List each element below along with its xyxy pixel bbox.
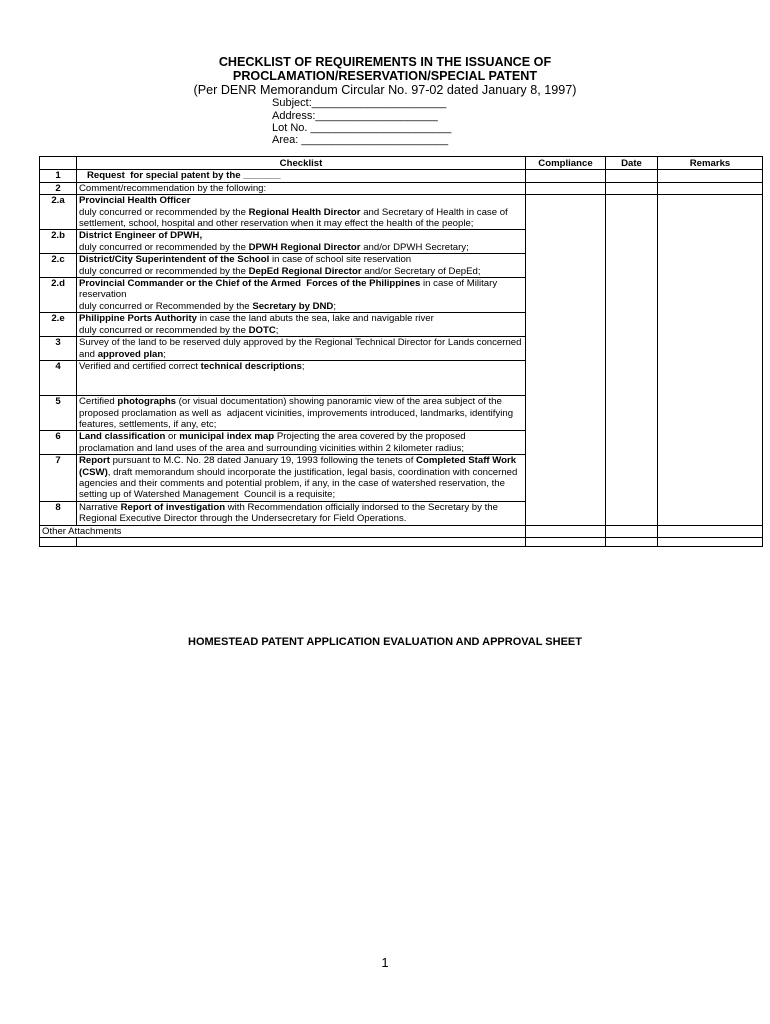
row-number: 2.e: [40, 313, 77, 337]
remarks-cell: [658, 431, 763, 455]
row-number: 4: [40, 360, 77, 395]
row-number: 5: [40, 396, 77, 431]
date-cell: [606, 230, 658, 254]
compliance-cell: [526, 313, 606, 337]
empty-cell: [526, 538, 606, 547]
row-text: Survey of the land to be reserved duly approved by the Regional Technical Director for Lands concerned and approved plan;: [77, 337, 526, 361]
doc-title-line2: PROCLAMATION/RESERVATION/SPECIAL PATENT: [232, 69, 538, 83]
header-num-cell: [40, 157, 77, 170]
date-cell: [606, 254, 658, 278]
row-number: 6: [40, 431, 77, 455]
compliance-cell: [526, 254, 606, 278]
lot-no-field: Lot No. _______________________: [272, 122, 452, 134]
row-number: 7: [40, 455, 77, 502]
empty-cell: [606, 538, 658, 547]
date-cell: [606, 170, 658, 182]
compliance-cell: [526, 182, 606, 194]
date-cell: [606, 396, 658, 431]
row-text: Land classification or municipal index map Projecting the area covered by the proposed proclamation and land uses of the area and surrounding vicinities within 2 kilometer radius;: [77, 431, 526, 455]
date-cell: [606, 278, 658, 313]
date-cell: [606, 337, 658, 361]
compliance-cell: [526, 525, 606, 537]
compliance-cell: [526, 455, 606, 502]
row-text: Certified photographs (or visual documentation) showing panoramic view of the area subject of the proposed proclamation as well as adjacent vicinities, improvements introduced, landmarks, identifying features, settlements, if any, etc;: [77, 396, 526, 431]
table-row: [40, 254, 763, 278]
remarks-cell: [658, 360, 763, 395]
table-row: [40, 431, 763, 455]
compliance-cell: [526, 501, 606, 525]
row-text: Provincial Commander or the Chief of the Armed Forces of the Philippines in case of Military reservation duly concurred or Recommended by the Secretary by DND;: [77, 278, 526, 313]
remarks-cell: [658, 525, 763, 537]
remarks-cell: [658, 170, 763, 182]
table-row: [40, 538, 763, 547]
row-text: Narrative Report of investigation with Recommendation officially indorsed to the Secretary by the Regional Executive Director through the Undersecretary for Field Operations.: [77, 501, 526, 525]
row-text: Verified and certified correct technical descriptions;: [77, 360, 526, 395]
doc-title-line1: CHECKLIST OF REQUIREMENTS IN THE ISSUANCE OF: [218, 55, 552, 69]
row-text: Comment/recommendation by the following:: [77, 182, 526, 194]
table-row: [40, 170, 763, 182]
empty-cell: [40, 538, 77, 547]
table-row: [40, 396, 763, 431]
table-row: [40, 313, 763, 337]
subject-field: Subject:______________________: [272, 97, 447, 109]
row-text: Request for special patent by the _______: [77, 170, 526, 182]
table-row: [40, 278, 763, 313]
remarks-cell: [658, 337, 763, 361]
page-number: 1: [381, 955, 389, 970]
row-text: Provincial Health Officer duly concurred or recommended by the Regional Health Director and Secretary of Health in case of settlement, school, hospital and other reservation when it may effect the health of the people;: [77, 195, 526, 230]
table-header-row: [40, 157, 763, 170]
table-row: [40, 230, 763, 254]
empty-cell: [77, 538, 526, 547]
table-row: [40, 455, 763, 502]
date-cell: [606, 455, 658, 502]
row-number: 3: [40, 337, 77, 361]
date-cell: [606, 313, 658, 337]
row-number: 2.b: [40, 230, 77, 254]
header-checklist: Checklist: [77, 157, 526, 170]
row-number: 8: [40, 501, 77, 525]
date-cell: [606, 431, 658, 455]
table-row: [40, 525, 763, 537]
empty-cell: [658, 538, 763, 547]
table-row: [40, 182, 763, 194]
row-number: 2: [40, 182, 77, 194]
table-row: [40, 337, 763, 361]
remarks-cell: [658, 230, 763, 254]
row-number: 2.d: [40, 278, 77, 313]
remarks-cell: [658, 313, 763, 337]
row-number: 2.a: [40, 195, 77, 230]
table-row: [40, 360, 763, 395]
checklist-table: [39, 156, 763, 547]
doc-subtitle: (Per DENR Memorandum Circular No. 97-02 dated January 8, 1997): [193, 83, 577, 97]
compliance-cell: [526, 431, 606, 455]
compliance-cell: [526, 396, 606, 431]
row-text: Report pursuant to M.C. No. 28 dated January 19, 1993 following the tenets of Completed Staff Work (CSW), draft memorandum should incorporate the justification, legal basis, coordination with concerned agencies and their comments and potential problem, if any, in the case of watershed reservation, the setting up of Watershed Management Council is a requisite;: [77, 455, 526, 502]
row-number: 1: [40, 170, 77, 182]
row-text: District Engineer of DPWH, duly concurred or recommended by the DPWH Regional Director and/or DPWH Secretary;: [77, 230, 526, 254]
remarks-cell: [658, 455, 763, 502]
table-row: [40, 501, 763, 525]
compliance-cell: [526, 360, 606, 395]
compliance-cell: [526, 195, 606, 230]
area-field: Area: ________________________: [272, 134, 449, 146]
date-cell: [606, 182, 658, 194]
header-remarks: Remarks: [658, 157, 763, 170]
header-compliance: Compliance: [526, 157, 606, 170]
compliance-cell: [526, 230, 606, 254]
table-row: [40, 195, 763, 230]
date-cell: [606, 501, 658, 525]
remarks-cell: [658, 278, 763, 313]
address-field: Address:____________________: [272, 110, 438, 122]
row-text: Philippine Ports Authority in case the land abuts the sea, lake and navigable river duly concurred or recommended by the DOTC;: [77, 313, 526, 337]
section2-title: HOMESTEAD PATENT APPLICATION EVALUATION AND APPROVAL SHEET: [188, 636, 582, 648]
date-cell: [606, 360, 658, 395]
remarks-cell: [658, 396, 763, 431]
compliance-cell: [526, 337, 606, 361]
remarks-cell: [658, 182, 763, 194]
remarks-cell: [658, 501, 763, 525]
date-cell: [606, 525, 658, 537]
header-date: Date: [606, 157, 658, 170]
row-number: 2.c: [40, 254, 77, 278]
remarks-cell: [658, 195, 763, 230]
compliance-cell: [526, 278, 606, 313]
remarks-cell: [658, 254, 763, 278]
row-text: District/City Superintendent of the School in case of school site reservation duly concurred or recommended by the DepEd Regional Director and/or Secretary of DepEd;: [77, 254, 526, 278]
date-cell: [606, 195, 658, 230]
other-attachments-label: Other Attachments: [40, 525, 526, 537]
compliance-cell: [526, 170, 606, 182]
